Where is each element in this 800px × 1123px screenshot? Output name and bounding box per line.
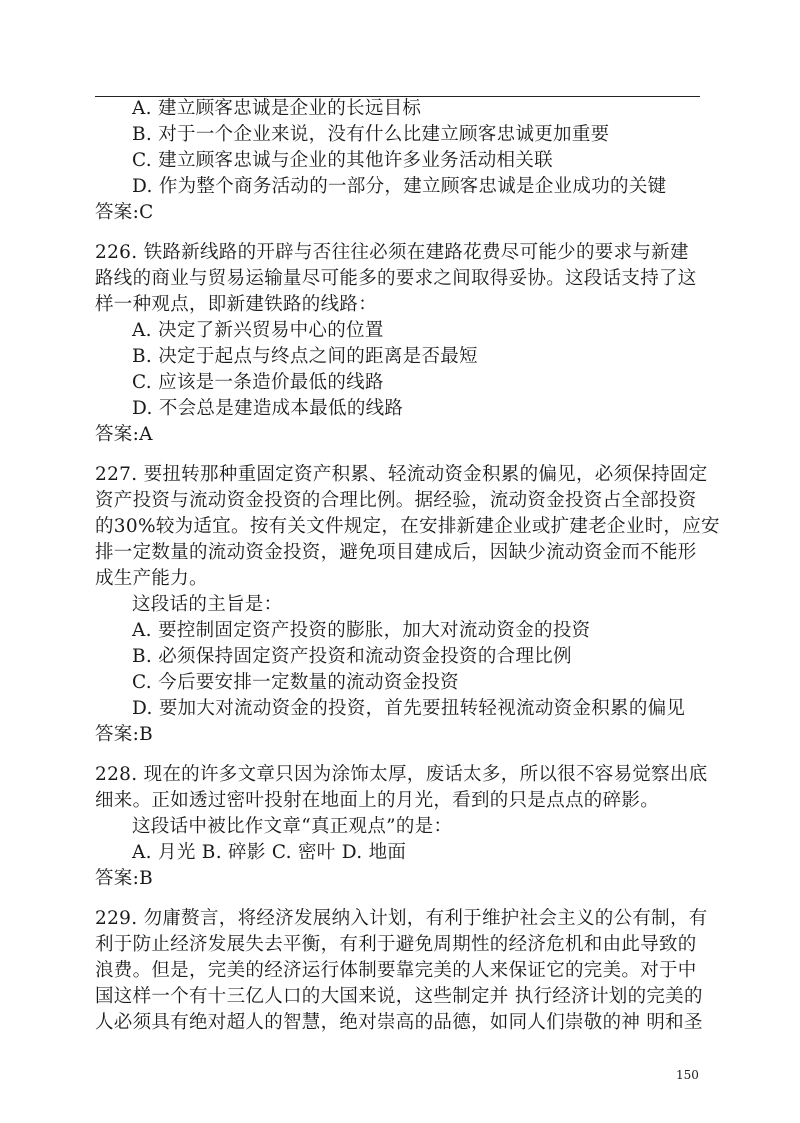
- q229-stem-line: 浪费。但是，完美的经济运行体制要靠完美的人来保证它的完美。对于中: [95, 960, 697, 981]
- q229-stem-line: 229. 勿庸赘言，将经济发展纳入计划，有利于维护社会主义的公有制，有: [95, 908, 708, 929]
- q228-stem-line: 细来。正如透过密叶投射在地面上的月光，看到的只是点点的碎影。: [95, 790, 660, 811]
- q228-options: A. 月光 B. 碎影 C. 密叶 D. 地面: [132, 842, 407, 863]
- q228-stem-line: 228. 现在的许多文章只因为涂饰太厚，废话太多，所以很不容易觉察出底: [95, 764, 708, 785]
- q229-stem-line: 人必须具有绝对超人的智慧，绝对崇高的品德，如同人们崇敬的神 明和圣: [95, 1012, 703, 1033]
- q227-option-b: B. 必须保持固定资产投资和流动资金投资的合理比例: [132, 646, 572, 667]
- q226-answer: 答案:A: [95, 424, 153, 445]
- q227-stem-line: 排一定数量的流动资金投资，避免项目建成后，因缺少流动资金而不能形: [95, 542, 697, 563]
- q228-question: 这段话中被比作文章“真正观点”的是：: [132, 816, 453, 837]
- q226-stem-line: 路线的商业与贸易运输量尽可能多的要求之间取得妥协。这段话支持了这: [95, 268, 697, 289]
- q229-stem-line: 国这样一个有十三亿人口的大国来说，这些制定并 执行经济计划的完美的: [95, 986, 703, 1007]
- q226-option-d: D. 不会总是建造成本最低的线路: [132, 398, 404, 419]
- q227-stem-line: 成生产能力。: [95, 568, 208, 589]
- q227-option-d: D. 要加大对流动资金的投资，首先要扭转轻视流动资金积累的偏见: [132, 698, 686, 719]
- q225-answer: 答案:C: [95, 202, 154, 223]
- q227-stem-line: 资产投资与流动资金投资的合理比例。据经验，流动资金投资占全部投资: [95, 490, 697, 511]
- q228-answer: 答案:B: [95, 868, 154, 889]
- q225-option-c: C. 建立顾客忠诚与企业的其他许多业务活动相关联: [132, 150, 553, 171]
- q225-option-d: D. 作为整个商务活动的一部分，建立顾客忠诚是企业成功的关键: [132, 176, 667, 197]
- q227-stem-line: 227. 要扭转那种重固定资产积累、轻流动资金积累的偏见，必须保持固定: [95, 464, 708, 485]
- q226-stem-line: 样一种观点，即新建铁路的线路：: [95, 294, 378, 315]
- q227-option-a: A. 要控制固定资产投资的膨胀，加大对流动资金的投资: [132, 620, 591, 641]
- q227-question: 这段话的主旨是：: [132, 594, 283, 615]
- q227-stem-line: 的30%较为适宜。按有关文件规定，在安排新建企业或扩建老企业时，应安: [95, 516, 720, 537]
- q225-option-b: B. 对于一个企业来说，没有什么比建立顾客忠诚更加重要: [132, 124, 610, 145]
- page-number: 150: [676, 1068, 699, 1082]
- q225-option-a: A. 建立顾客忠诚是企业的长远目标: [132, 98, 422, 119]
- q226-option-c: C. 应该是一条造价最低的线路: [132, 372, 384, 393]
- q226-option-b: B. 决定于起点与终点之间的距离是否最短: [132, 346, 478, 367]
- q227-answer: 答案:B: [95, 724, 154, 745]
- q226-stem-line: 226. 铁路新线路的开辟与否往往必须在建路花费尽可能少的要求与新建: [95, 242, 689, 263]
- q227-option-c: C. 今后要安排一定数量的流动资金投资: [132, 672, 459, 693]
- q229-stem-line: 利于防止经济发展失去平衡，有利于避免周期性的经济危机和由此导致的: [95, 934, 697, 955]
- q226-option-a: A. 决定了新兴贸易中心的位置: [132, 320, 384, 341]
